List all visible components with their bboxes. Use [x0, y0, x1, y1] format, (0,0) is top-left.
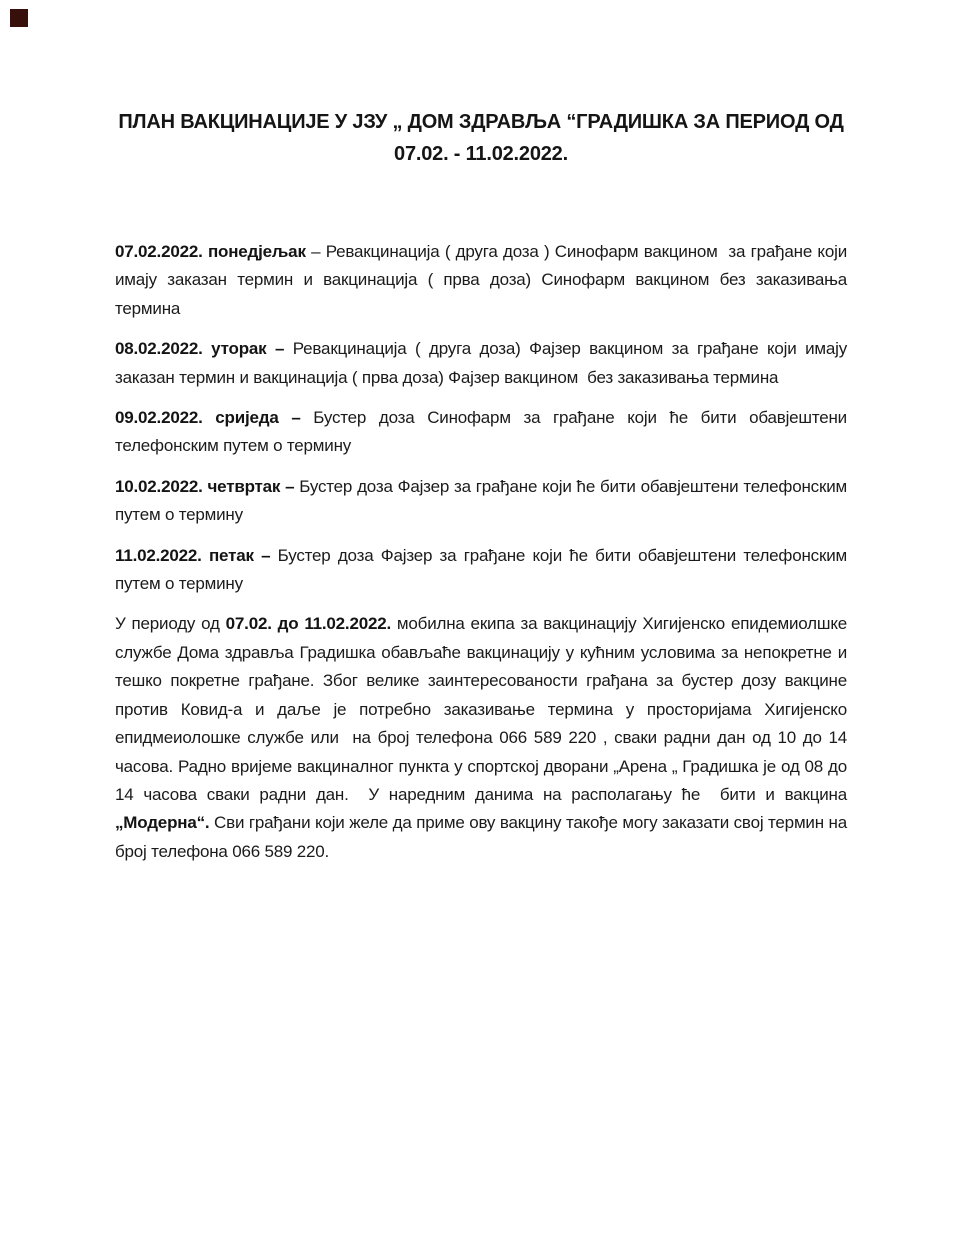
schedule-tuesday-date: 08.02.2022. уторак –: [115, 339, 285, 359]
schedule-wednesday-date: 09.02.2022. сриједа –: [115, 408, 301, 428]
schedule-tuesday-text: Ревакцинација ( друга доза) Фајзер вакцином за грађане који имају заказан термин и вакцинација ( прва доза) Фајзер вакцином без заказивања термина: [115, 339, 852, 387]
schedule-thursday-date: 10.02.2022. четвртак –: [115, 476, 295, 496]
schedule-wednesday-text: Бустер доза Синофарм за грађане који ће бити обавјештени телефонским путем о термину: [115, 408, 852, 456]
schedule-friday-text: Бустер доза Фајзер за грађане који ће бити обавјештени телефонским путем о термину: [115, 545, 852, 594]
schedule-paragraph-wednesday: [115, 404, 852, 461]
info-period-bold: 07.02. до 11.02.2022.: [225, 614, 391, 634]
schedule-paragraph-monday: [115, 238, 852, 323]
schedule-monday-text: – Ревакцинација ( друга доза ) Синофарм вакцином за грађане који имају заказан термин и вакцинација ( прва доза) Синофарм вакцином без заказивања термина: [115, 242, 852, 318]
title-line-1: ПЛАН ВАКЦИНАЦИЈЕ У ЈЗУ „ ДОМ ЗДРАВЉА “ГРАДИШКА ЗА ПЕРИОД ОД: [118, 111, 844, 133]
title-line-2: 07.02. - 11.02.2022.: [394, 143, 568, 165]
info-paragraph: [115, 610, 852, 866]
info-text-2: мобилна екипа за вакцинацију Хигијенско епидемиолшке службе Дома здравља Градишка обављаће вакцинацију у кућним условима за непокретне и тешко покретне грађане. Због велике заинтересованости грађана за бустер дозу вакцине против Ковид-а и даље је потребно заказивање термина у просторијама Хигијенско епидмеиолошке службе или на број телефона 066 589 220 , сваки радни дан од 10 до 14 часова. Радно вријеме вакциналног пункта у спортској дворани „Арена „ Градишка је од 08 до 14 часова сваки радни дан. У наредним данима на располагању ће бити и вакцина: [115, 614, 852, 804]
schedule-paragraph-thursday: [115, 473, 852, 530]
schedule-friday-date: 11.02.2022. петак –: [115, 545, 271, 565]
schedule-thursday-text: Бустер доза Фајзер за грађане који ће бити обавјештени телефонским путем о термину: [115, 476, 852, 525]
info-moderna-bold: „Модерна“.: [115, 813, 210, 833]
info-text-3: Сви грађани који желе да приме ову вакцину такође могу заказати свој термин на број телефона 066 589 220.: [115, 813, 852, 861]
schedule-paragraph-friday: [115, 542, 852, 599]
schedule-monday-date: 07.02.2022. понедјељак: [115, 242, 306, 261]
info-text-1: У периоду од: [115, 614, 226, 634]
document-title: [115, 0, 847, 170]
corner-artifact-square: [10, 9, 28, 27]
schedule-paragraph-tuesday: [115, 335, 852, 392]
